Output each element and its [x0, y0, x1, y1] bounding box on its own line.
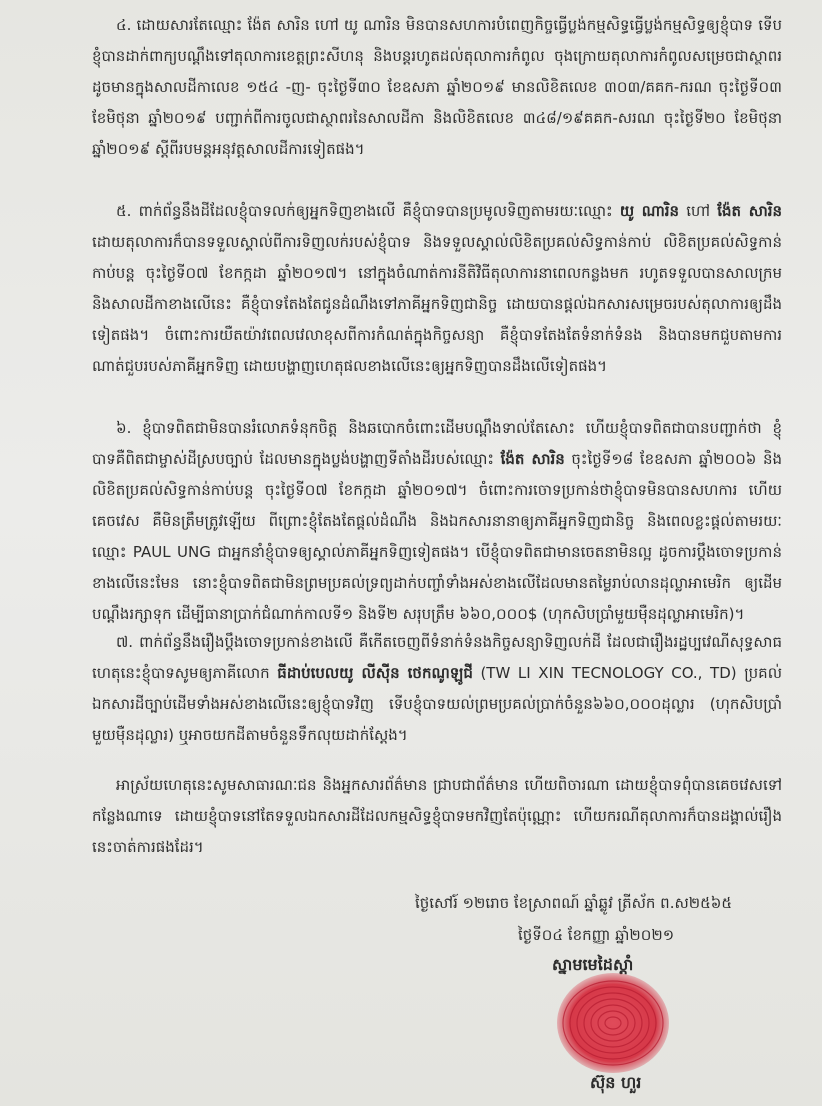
paragraph-4 — [92, 10, 782, 165]
paragraph-6-text-a: ៦. ខ្ញុំបាទពិតជាមិនបានរំលោភទំនុកចិត្ត និងឆបោកចំពោះដើមបណ្តឹងទាល់តែសោះ ហើយខ្ញុំបាទពិតជាបានបញ្ជាក់ថា ខ្ញុំបាទគឺពិតជាម្ចាស់ដីស្របច្បាប់ ដែលមានក្នុងប្លង់បង្ហាញទីតាំងដីរបស់ឈ្មោះ — [92, 419, 782, 468]
paragraph-7-company: ធីដាប់បេលយូ លីស៊ីន ថេកណូឡូជី — [277, 664, 473, 682]
paragraph-5-text-a: ៥. ពាក់ព័ន្ធនឹងដីដែលខ្ញុំបាទលក់ឲ្យអ្នកទិញខាងលើ គឺខ្ញុំបាទបានប្រមូលទិញតាមរយៈឈ្មោះ — [116, 202, 620, 220]
thumbprint-seal — [548, 968, 678, 1078]
paragraph-6-name: ង៉ែត សារិន — [500, 450, 565, 468]
paragraph-5-name-1: យូ ណារិន — [619, 202, 680, 220]
paragraph-7-text-a: ៧. ពាក់ព័ន្ធនឹងរឿងប្តឹងចោទប្រកាន់ខាងលើ គឺកើតចេញពីទំនាក់ទំនងកិច្ចសន្យាទិញលក់ដី ដែលជារឿងរដ្ឋប្បវេណីសុទ្ធសាធ ហេតុនេះខ្ញុំបាទសូមឲ្យភាគីលោក — [92, 633, 782, 682]
date-solar: ថ្ងៃទី០៤ ខែកញ្ញា ឆ្នាំ២០២១ — [518, 926, 675, 944]
paragraph-5 — [92, 196, 782, 382]
paragraph-5-name-2: ង៉ែត សារិន — [717, 202, 783, 220]
paragraph-5-text-b: ហៅ — [679, 202, 718, 220]
paragraph-7-text-b: (TW LI XIN TECNOLOGY CO., TD) ប្រគល់ឯកសារដីច្បាប់ដើមទាំងអស់ខាងលើនេះឲ្យខ្ញុំបាទវិញ ទើបខ្ញុំបាទយល់ព្រមប្រគល់ប្រាក់ចំនួន៦៦០,០០០ដុល្លារ (ហុកសិបប្រាំមួយម៉ឺនដុល្លារ) ឬអាចយកដីតាមចំនួនទឹកលុយដាក់ស្តែង។ — [92, 664, 782, 744]
paragraph-6 — [92, 413, 782, 630]
closing-paragraph-text: អាស្រ័យហេតុនេះសូមសាធារណៈជន និងអ្នកសារព័ត៌មាន ជ្រាបជាព័ត៌មាន ហើយពិចារណា ដោយខ្ញុំបាទពុំបានគេចវេសទៅកន្លែងណាទេ ដោយខ្ញុំបាទនៅតែទទួលឯកសារដីដែលកម្មសិទ្ធខ្ញុំបាទមកវិញតែប៉ុណ្ណោះ ហើយករណីតុលាការក៏បានដង្គាល់រឿងនេះចាត់ការផងដែរ។ — [92, 776, 782, 856]
paragraph-6-text-b: ចុះថ្ងៃទី១៨ ខែឧសភា ឆ្នាំ២០០៦ និងលិខិតប្រគល់សិទ្ធកាន់កាប់បន្ត ចុះថ្ងៃទី០៧ ខែកក្កដា ឆ្នាំ២០១៧។ ចំពោះការចោទប្រកាន់ថាខ្ញុំបាទមិនបានសហការ ហើយគេចវេស គឺមិនត្រឹមត្រូវឡើយ ពីព្រោះខ្ញុំតែងតែផ្តល់ដំណឹង និងឯកសារនានាឲ្យភាគីអ្នកទិញជានិច្ច និងពេលខ្លះផ្តល់តាមរយៈឈ្មោះ PAUL UNG ជាអ្នកនាំខ្ញុំបាទឲ្យស្គាល់ភាគីអ្នកទិញទៀតផង។ បើខ្ញុំបាទពិតជាមានចេតនាមិនល្អ ដូចការប្តឹងចោទប្រកាន់ខាងលើនេះមែន នោះខ្ញុំបាទពិតជាមិនព្រមប្រគល់ទ្រព្យដាក់បញ្ចាំទាំងអស់ខាងលើដែលមានតម្លៃរាប់លានដុល្លាអាមេរិក ឲ្យដើមបណ្តឹងរក្សាទុក ដើម្បីធានាប្រាក់ជំណាក់កាលទី១ និងទី២ សរុបត្រឹម ៦៦០,០០០$ (ហុកសិបប្រាំមួយម៉ឺនដុល្លាអាមេរិក)។ — [92, 450, 782, 623]
signature-heading: ស្នាមមេដៃស្តាំ — [552, 955, 634, 974]
paragraph-5-text-c: ដោយតុលាការក៏បានទទួលស្គាល់ពីការទិញលក់របស់ខ្ញុំបាទ និងទទួលស្គាល់លិខិតប្រគល់សិទ្ធកាន់កាប់ លិខិតប្រគល់សិទ្ធកាន់កាប់បន្ត ចុះថ្ងៃទី០៧ ខែកក្កដា ឆ្នាំ២០១៧។ នៅក្នុងចំណាត់ការនីតិវិធីតុលាការនាពេលកន្លងមក រហូតទទួលបានសាលក្រម និងសាលដីកាខាងលើនេះ គឺខ្ញុំបាទតែងតែជូនដំណឹងទៅភាគីអ្នកទិញជានិច្ច ដោយបានផ្តល់ឯកសារសម្រេចរបស់តុលាការឲ្យដឹងទៀតផង។ ចំពោះការយឺតយ៉ាវពេលវេលាខុសពីការកំណត់ក្នុងកិច្ចសន្យា គឺខ្ញុំបាទតែងតែទំនាក់ទំនង និងបានមកជួបតាមការណាត់ជួបរបស់ភាគីអ្នកទិញ ដោយបង្ហាញហេតុផលខាងលើនេះឲ្យអ្នកទិញបានដឹងលើទៀតផង។ — [92, 233, 782, 375]
closing-paragraph — [92, 770, 782, 863]
signer-name: ស៊ុន ហួរ — [590, 1073, 642, 1092]
paragraph-7 — [92, 627, 782, 751]
paragraph-4-text: ៤. ដោយសារតែឈ្មោះ ង៉ែត សារិន ហៅ យូ ណារិន មិនបានសហការបំពេញកិច្ចធ្វើប្លង់កម្មសិទ្ធធ្វើប្លង់កម្មសិទ្ធឲ្យខ្ញុំបាទ ទើបខ្ញុំបានដាក់ពាក្យបណ្តឹងទៅតុលាការខេត្តព្រះសីហនុ និងបន្តរហូតដល់តុលាការកំពូល ចុងក្រោយតុលាការកំពូលសម្រេចជាស្ថាពរ ដូចមានក្នុងសាលដីកាលេខ ១៥៤ -ញ- ចុះថ្ងៃទី៣០ ខែឧសភា ឆ្នាំ២០១៩ មានលិខិតលេខ ៣០៣/គគក-ករណ ចុះថ្ងៃទី០៣ ខែមិថុនា ឆ្នាំ២០១៩ បញ្ជាក់ពីការចូលជាស្ថាពរនៃសាលដីកា និងលិខិតលេខ ៣៤៨/១៩គគក-សរណ ចុះថ្ងៃទី២០ ខែមិថុនា ឆ្នាំ២០១៩ ស្តីពីរបមន្តអនុវត្តសាលដីការទៀតផង។ — [92, 16, 782, 158]
date-lunar: ថ្ងៃសៅរ៍ ១២រោច ខែស្រាពណ៍ ឆ្នាំឆ្លូវ ត្រីស័ក ព.ស២៥៦៥ — [415, 894, 732, 912]
